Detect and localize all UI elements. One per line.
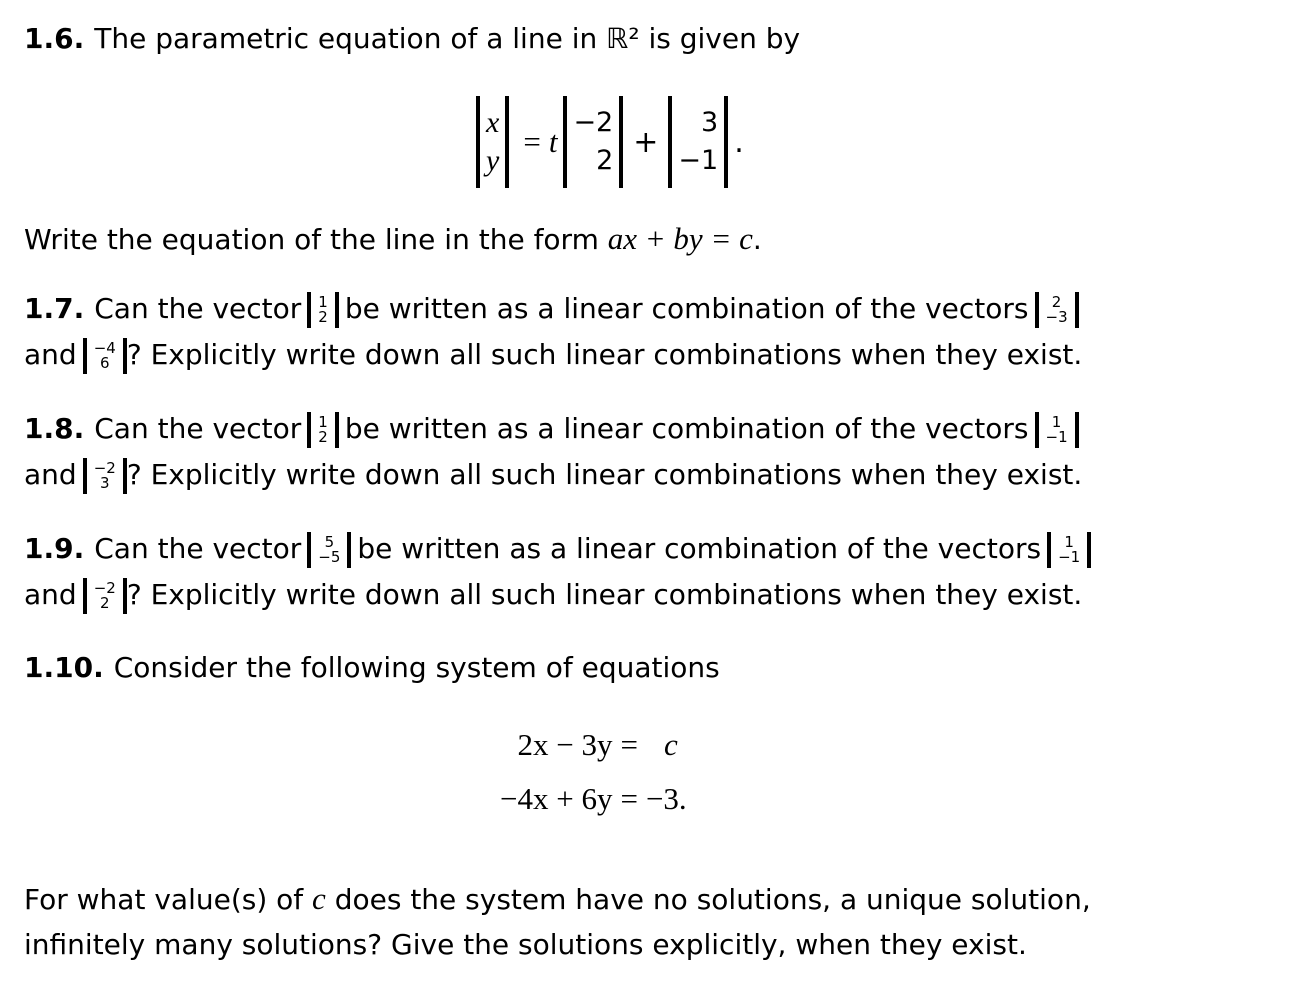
text: infinitely many solutions? Give the solutions explicitly, when they exist. bbox=[24, 928, 1027, 961]
text: be written as a linear combination of the vectors bbox=[344, 412, 1029, 445]
problem-number: 1.10. bbox=[24, 651, 104, 684]
problem-1-10-statement bbox=[24, 645, 720, 691]
text: The parametric equation of a line in bbox=[94, 22, 607, 55]
variable-c: c bbox=[312, 881, 326, 916]
problem-1-10-question bbox=[24, 876, 1091, 968]
problem-number: 1.7. bbox=[24, 292, 85, 325]
parameter-t: t bbox=[548, 124, 558, 159]
text: ? Explicitly write down all such linear combinations when they exist. bbox=[126, 578, 1083, 611]
equation-row bbox=[496, 718, 691, 772]
problem-1-7 bbox=[24, 286, 1085, 378]
xy-vector bbox=[476, 96, 509, 188]
equals: = bbox=[620, 781, 638, 816]
vector bbox=[1047, 532, 1091, 568]
entry: 3 bbox=[99, 474, 110, 492]
r2-symbol: ℝ² bbox=[606, 22, 640, 55]
entry: −1 bbox=[678, 145, 719, 176]
text: be written as a linear combination of the vectors bbox=[357, 532, 1042, 565]
vector bbox=[307, 412, 339, 448]
text: Can the vector bbox=[94, 532, 302, 565]
problem-1-6-statement bbox=[24, 16, 800, 62]
entry: 6 bbox=[99, 354, 110, 372]
problem-1-9 bbox=[24, 526, 1097, 618]
text: and bbox=[24, 338, 77, 371]
entry: −1 bbox=[1058, 548, 1081, 566]
entry: 1 bbox=[1051, 413, 1062, 431]
period: . bbox=[734, 124, 744, 160]
text: and bbox=[24, 578, 77, 611]
vector bbox=[83, 458, 127, 494]
rhs: −3. bbox=[645, 781, 687, 816]
lhs: 2x − 3y bbox=[517, 727, 613, 762]
entry: −2 bbox=[573, 107, 614, 138]
text: ? Explicitly write down all such linear combinations when they exist. bbox=[126, 338, 1083, 371]
entry: y bbox=[486, 144, 500, 177]
entry: 2 bbox=[318, 308, 328, 326]
entry: 1 bbox=[318, 293, 328, 311]
line-form: ax + by = c bbox=[607, 221, 753, 256]
period: . bbox=[752, 223, 762, 256]
vector bbox=[1035, 292, 1079, 328]
lhs: −4x + 6y bbox=[500, 781, 613, 816]
text: does the system have no solutions, a unique solution, bbox=[325, 883, 1091, 916]
vector bbox=[83, 338, 127, 374]
vector bbox=[83, 578, 127, 614]
text: For what value(s) of bbox=[24, 883, 313, 916]
entry: −2 bbox=[93, 579, 116, 597]
text: and bbox=[24, 458, 77, 491]
rhs: c bbox=[663, 727, 678, 762]
entry: 2 bbox=[596, 145, 614, 176]
entry: 2 bbox=[318, 428, 328, 446]
text: Can the vector bbox=[94, 412, 302, 445]
entry: −4 bbox=[93, 339, 116, 357]
problem-1-6-question bbox=[24, 216, 762, 262]
problem-number: 1.9. bbox=[24, 532, 85, 565]
entry: 2 bbox=[1051, 293, 1062, 311]
text: ? Explicitly write down all such linear combinations when they exist. bbox=[126, 458, 1083, 491]
text: Consider the following system of equations bbox=[113, 651, 720, 684]
vector bbox=[307, 292, 339, 328]
plus: + bbox=[633, 124, 659, 160]
entry: 5 bbox=[324, 533, 335, 551]
vector bbox=[307, 532, 351, 568]
entry: 1 bbox=[1064, 533, 1074, 551]
equation-system bbox=[496, 718, 691, 826]
text: Can the vector bbox=[94, 292, 302, 325]
entry: 1 bbox=[318, 413, 328, 431]
entry: −5 bbox=[318, 548, 341, 566]
problem-number: 1.8. bbox=[24, 412, 85, 445]
parametric-equation bbox=[470, 96, 744, 188]
equals: = bbox=[523, 124, 541, 159]
direction-vector bbox=[563, 96, 623, 188]
entry: −1 bbox=[1045, 428, 1068, 446]
entry: −3 bbox=[1045, 308, 1068, 326]
entry: x bbox=[486, 106, 500, 139]
entry: 2 bbox=[99, 594, 110, 612]
point-vector bbox=[668, 96, 728, 188]
equation-row bbox=[496, 772, 691, 826]
problem-1-8 bbox=[24, 406, 1085, 498]
text: is given by bbox=[639, 22, 801, 55]
entry: 3 bbox=[701, 107, 719, 138]
entry: −2 bbox=[93, 459, 116, 477]
text: be written as a linear combination of the vectors bbox=[344, 292, 1029, 325]
equals: = bbox=[620, 727, 638, 762]
vector bbox=[1035, 412, 1079, 448]
text: Write the equation of the line in the form bbox=[24, 223, 608, 256]
problem-number: 1.6. bbox=[24, 22, 85, 55]
